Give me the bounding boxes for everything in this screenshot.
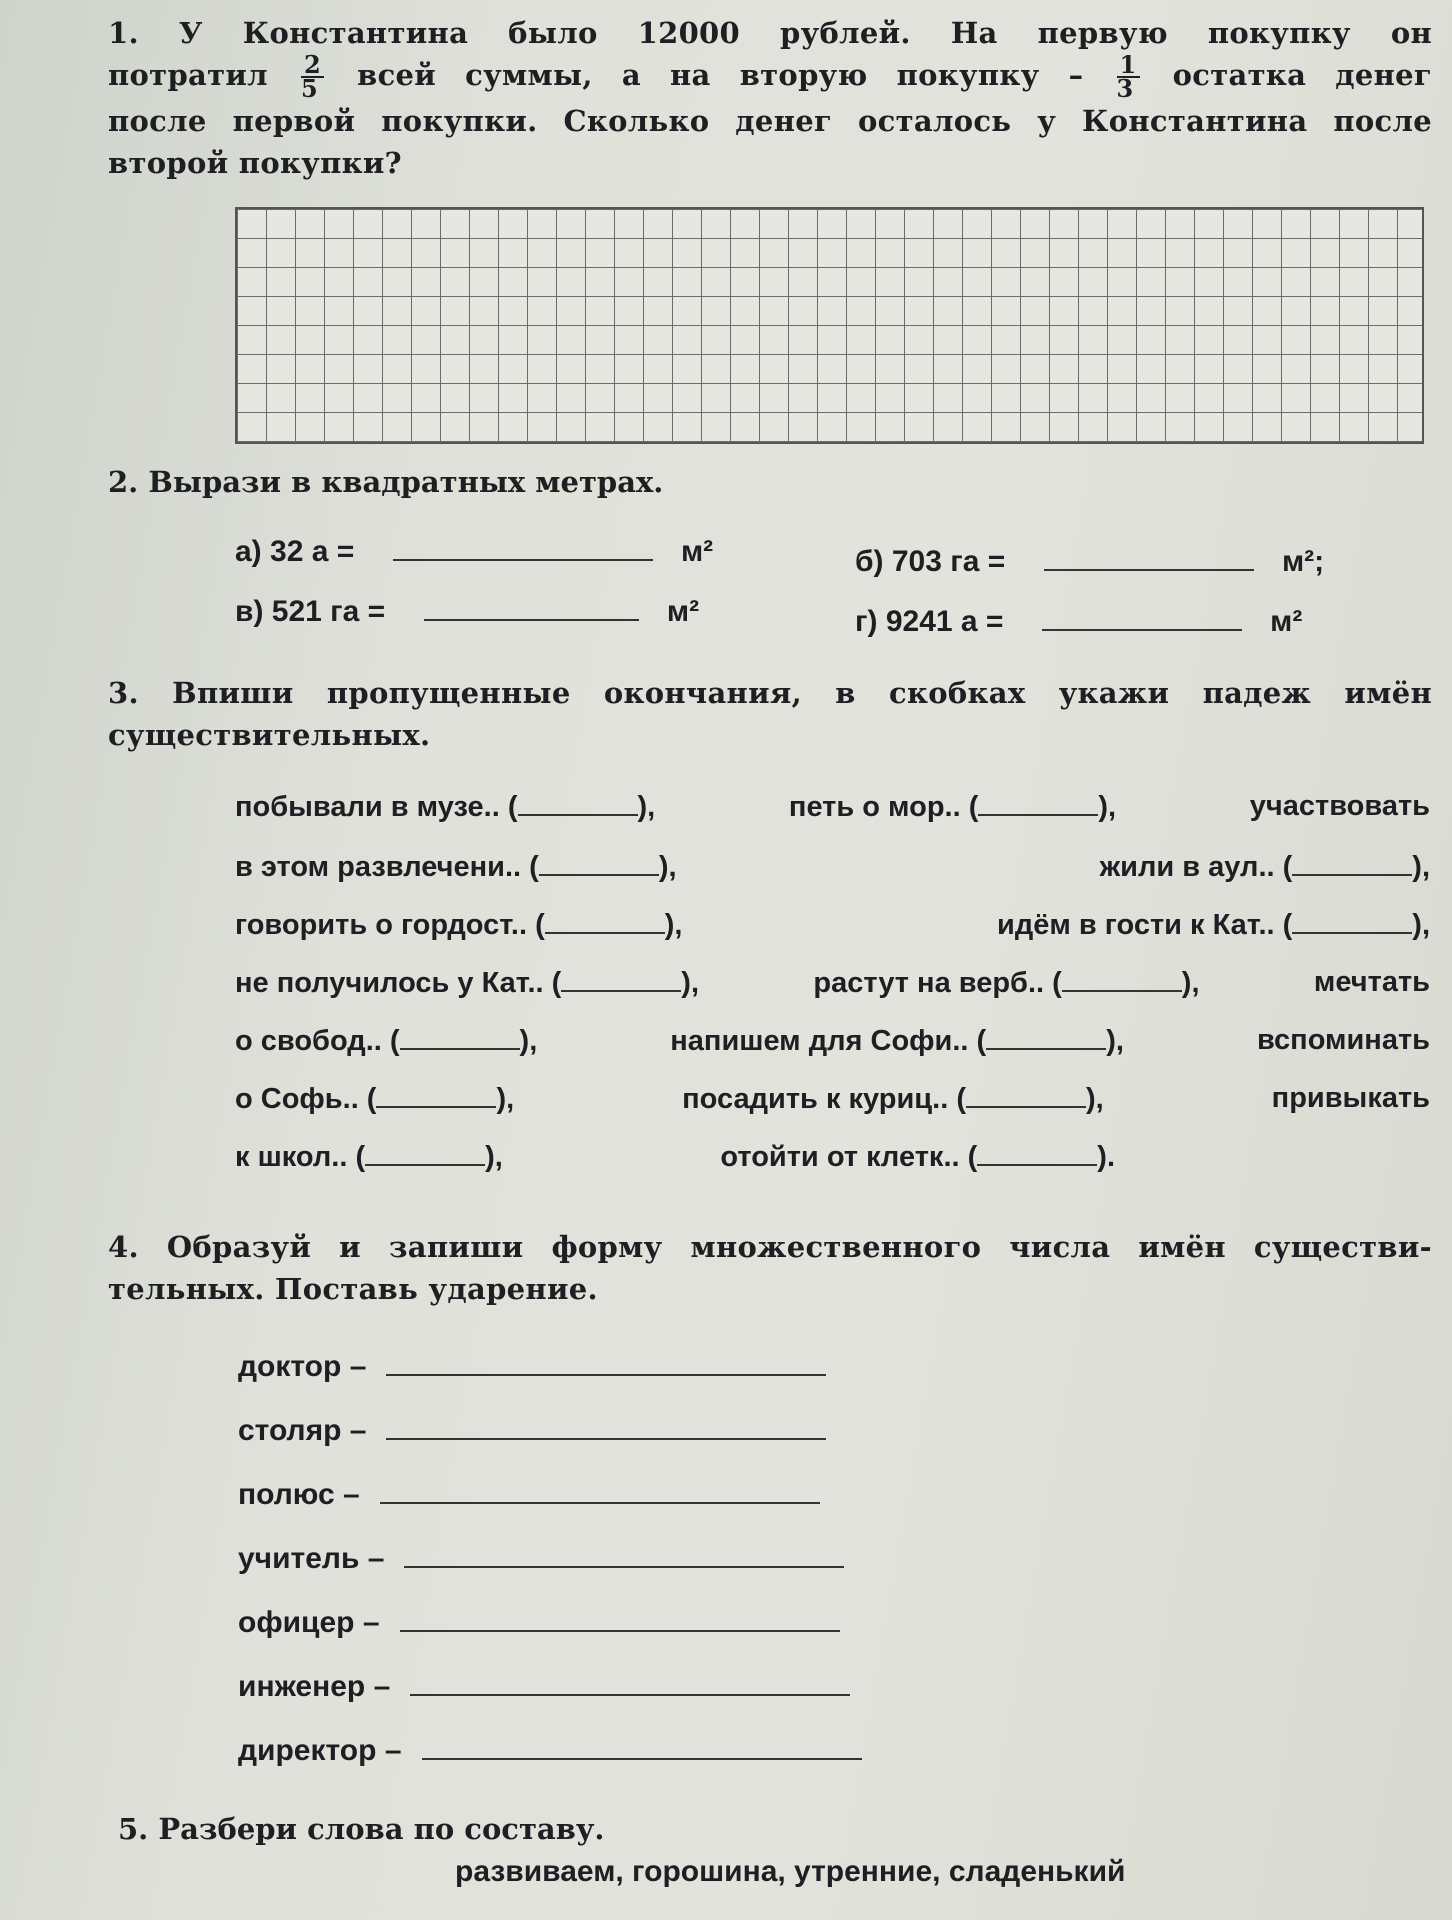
case-blank[interactable] — [1062, 966, 1182, 992]
answer-grid[interactable] — [235, 207, 1424, 444]
case-blank[interactable] — [400, 1024, 520, 1050]
task-1-line-2a: потратил — [108, 58, 268, 92]
task-3-line-1: побывали в музе.. ( ), петь о мор.. ( ), участвовать — [235, 790, 1430, 823]
plural-answer-line[interactable] — [380, 1502, 820, 1504]
task-3-line-7: к школ.. ( ), отойти от клетк.. ( ). — [235, 1141, 1115, 1173]
plural-answer-line[interactable] — [404, 1566, 844, 1568]
task-5-heading: 5. Разбери слова по составу. — [118, 1812, 605, 1846]
case-blank[interactable] — [966, 1082, 1086, 1108]
answer-blank-v[interactable] — [424, 619, 639, 621]
task-1-line-3: после первой покупки. Сколько денег осталось у Константина после — [108, 104, 1432, 138]
case-blank[interactable] — [376, 1082, 496, 1108]
task-3-line-3: говорить о гордост.. ( ), идём в гости к Кат.. ( ), — [235, 909, 1430, 941]
plural-row-stolyar: столяр – — [238, 1414, 826, 1448]
case-blank[interactable] — [986, 1024, 1106, 1050]
task-2-heading: 2. Вырази в квадратных метрах. — [108, 465, 664, 499]
task-1-line-2c: остатка денег — [1172, 58, 1432, 92]
answer-blank-g[interactable] — [1042, 629, 1242, 631]
plural-answer-line[interactable] — [386, 1374, 826, 1376]
task-3-line-2: в этом развлечени.. ( ), жили в аул.. ( ), — [235, 851, 1430, 883]
case-blank[interactable] — [561, 966, 681, 992]
case-blank[interactable] — [539, 850, 659, 876]
task-3-line-4: не получилось у Кат.. ( ), растут на верб.. ( ), мечтать — [235, 966, 1430, 999]
answer-blank-b[interactable] — [1044, 569, 1254, 571]
fraction-one-third: $\frac{1}{3}$ — [1117, 54, 1140, 100]
task-2-item-b: б) 703 га = м²; — [855, 545, 1325, 578]
case-blank[interactable] — [545, 908, 665, 934]
task-2-item-g: г) 9241 а = м² — [855, 605, 1303, 638]
task-5-words: развиваем, горошина, утренние, сладенький — [455, 1855, 1126, 1888]
case-blank[interactable] — [1292, 850, 1412, 876]
task-3-line-5: о свобод.. ( ), напишем для Софи.. ( ), вспоминать — [235, 1024, 1430, 1057]
task-3-line-6: о Софь.. ( ), посадить к куриц.. ( ), привыкать — [235, 1082, 1430, 1115]
task-2-item-v: в) 521 га = м² — [235, 595, 700, 628]
fraction-two-fifths: $\frac{2}{5}$ — [301, 54, 324, 100]
plural-row-polyus: полюс – — [238, 1478, 820, 1512]
plural-answer-line[interactable] — [400, 1630, 840, 1632]
task-1-number: 1. — [108, 16, 139, 50]
task-3-heading: 3. Впиши пропущенные окончания, в скобках укажи падеж имён существительных. — [108, 676, 1432, 752]
task-1-line-1: У Константина было 12000 рублей. На первую покупку он — [178, 16, 1432, 50]
plural-row-inzhener: инженер – — [238, 1670, 850, 1704]
plural-answer-line[interactable] — [386, 1438, 826, 1440]
case-blank[interactable] — [518, 790, 638, 816]
task-1-line-4: второй покупки? — [108, 146, 402, 180]
case-blank[interactable] — [977, 1140, 1097, 1166]
case-blank[interactable] — [978, 790, 1098, 816]
plural-row-ofitser: офицер – — [238, 1606, 840, 1640]
task-2-item-a: а) 32 а = м² — [235, 535, 714, 568]
task-1 — [108, 12, 1432, 184]
plural-row-uchitel: учитель – — [238, 1542, 844, 1576]
plural-row-direktor: директор – — [238, 1734, 862, 1768]
plural-row-doktor: доктор – — [238, 1350, 826, 1384]
plural-answer-line[interactable] — [410, 1694, 850, 1696]
answer-blank-a[interactable] — [393, 559, 653, 561]
case-blank[interactable] — [1292, 908, 1412, 934]
case-blank[interactable] — [365, 1140, 485, 1166]
task-1-line-2b: всей суммы, а на вторую покупку – — [357, 58, 1084, 92]
task-4-heading: 4. Образуй и запиши форму множественного числа имён существи- тельных. Поставь ударение. — [108, 1230, 1432, 1306]
plural-answer-line[interactable] — [422, 1758, 862, 1760]
